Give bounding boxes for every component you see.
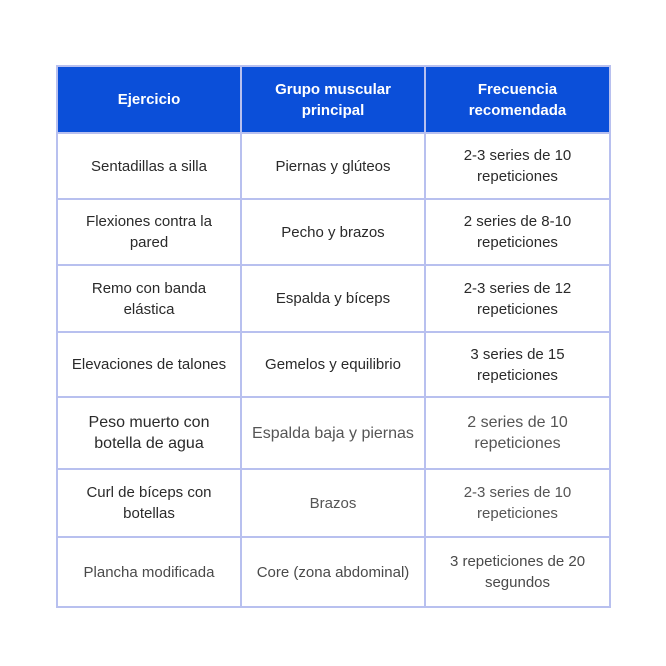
cell-exercise: Flexiones contra la pared (57, 199, 241, 265)
table-row (57, 265, 610, 332)
cell-muscle-group: Gemelos y equilibrio (241, 332, 425, 397)
cell-exercise: Peso muerto con botella de agua (57, 397, 241, 469)
cell-exercise: Remo con banda elástica (57, 265, 241, 332)
cell-frequency: 2 series de 8-10 repeticiones (425, 199, 610, 265)
cell-exercise: Plancha modificada (57, 537, 241, 607)
cell-muscle-group: Piernas y glúteos (241, 133, 425, 199)
cell-frequency: 2-3 series de 10 repeticiones (425, 133, 610, 199)
exercise-table (56, 65, 611, 608)
cell-muscle-group: Espalda y bíceps (241, 265, 425, 332)
header-exercise: Ejercicio (57, 66, 241, 133)
cell-frequency: 3 series de 15 repeticiones (425, 332, 610, 397)
table-row (57, 133, 610, 199)
cell-muscle-group: Espalda baja y piernas (241, 397, 425, 469)
cell-exercise: Curl de bíceps con botellas (57, 469, 241, 537)
table-row (57, 469, 610, 537)
cell-exercise: Sentadillas a silla (57, 133, 241, 199)
cell-frequency: 3 repeticiones de 20 segundos (425, 537, 610, 607)
table-row (57, 397, 610, 469)
cell-muscle-group: Pecho y brazos (241, 199, 425, 265)
header-muscle-group: Grupo muscular principal (241, 66, 425, 133)
table-row (57, 199, 610, 265)
cell-muscle-group: Brazos (241, 469, 425, 537)
cell-muscle-group: Core (zona abdominal) (241, 537, 425, 607)
header-frequency: Frecuencia recomendada (425, 66, 610, 133)
table-row (57, 332, 610, 397)
cell-frequency: 2 series de 10 repeticiones (425, 397, 610, 469)
cell-frequency: 2-3 series de 10 repeticiones (425, 469, 610, 537)
table-header-row (57, 66, 610, 133)
cell-exercise: Elevaciones de talones (57, 332, 241, 397)
exercise-table-container (56, 65, 609, 608)
table-row (57, 537, 610, 607)
cell-frequency: 2-3 series de 12 repeticiones (425, 265, 610, 332)
